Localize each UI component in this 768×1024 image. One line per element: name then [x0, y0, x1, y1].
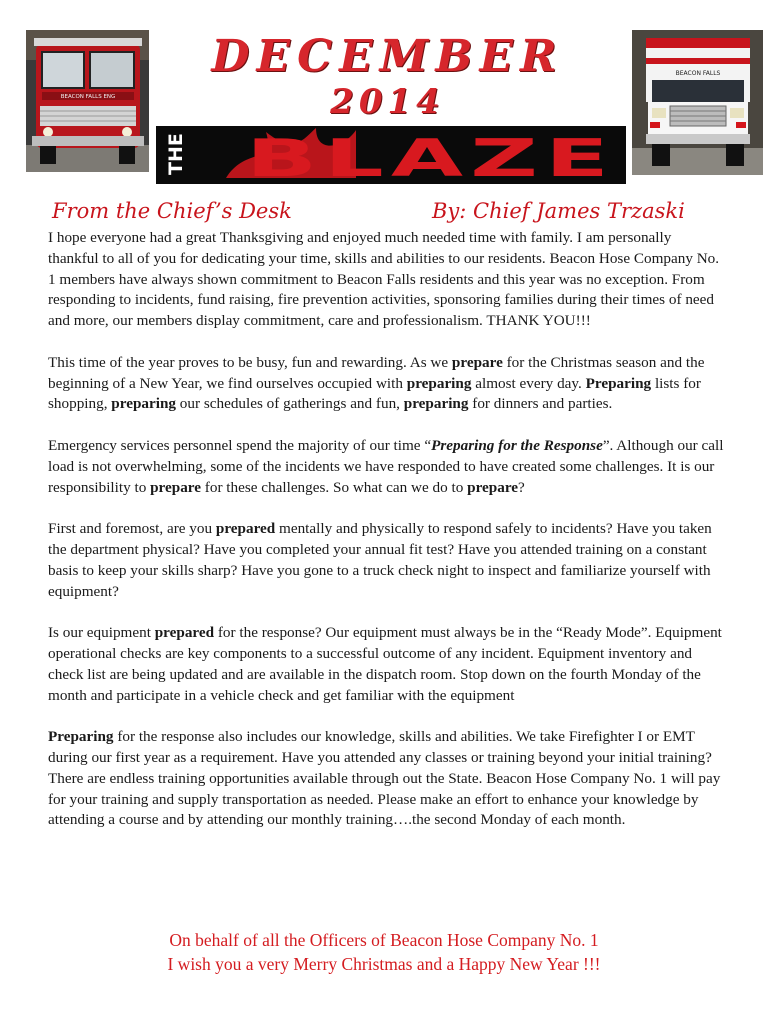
paragraph-busy-season: This time of the year proves to be busy, fun and rewarding. As we prepare for the Christmas season and the beginning of a New Year, we find ourselves occupied with preparing almost every day. Preparing lists for shopping, preparing our schedules of gatherings and fun, preparing for dinners and parties.: [48, 353, 705, 413]
paragraph-personal-readiness: First and foremost, are you prepared mentally and physically to respond safely to incidents? Have you taken the department physical? Have you completed your annual fit test? Have you attended training on a constant basis to keep your skills sharp? Have you gone to a truck check night to inspect and familiarize yourself with equipment?: [48, 520, 712, 600]
paragraph-equipment: Is our equipment prepared for the response? Our equipment must always be in the “Ready Mode”. Equipment operational checks are key components to a successful outcome of any incident. Equipment inventory and check list are being updated and are available in the dispatch room. Stop down on the fourth Monday of the month and participate in a vehicle check and get familiar with the equipment: [48, 624, 722, 704]
closing-line-wishes: I wish you a very Merry Christmas and a Happy New Year !!!: [167, 954, 601, 974]
closing-line-officers: On behalf of all the Officers of Beacon Hose Company No. 1: [169, 930, 599, 950]
paragraph-thanks: I hope everyone had a great Thanksgiving and enjoyed much needed time with family. I am personally thankful to all of you for dedicating your time, skills and abilities to our residents. Beacon Hose Company No. 1 members have always shown commitment to Beacon Falls residents and this year was no exception. From responding to incidents, fund raising, fire prevention activities, sponsoring families during their times of need and more, our members display commitment, care and professionalism. THANK YOU!!!: [48, 229, 720, 330]
ambulance-photo: [632, 30, 763, 175]
newsletter-year: 2014: [330, 82, 445, 122]
article-byline: By: Chief James Trzaski: [432, 199, 685, 223]
ambulance-label-text: BEACON FALLS: [675, 70, 721, 77]
article-title: From the Chief’s Desk: [52, 199, 292, 223]
letter-body: [48, 228, 724, 831]
banner-prefix-text: THE: [165, 133, 187, 175]
paragraph-training: Preparing for the response also includes our knowledge, skills and abilities. We take Firefighter I or EMT during our first year as a requirement. Have you attended any classes or training beyond your initial training? There are endless training opportunities available through out the State. Beacon Hose Company No. 1 will pay for your training and supply transportation as needed. Please make an effort to enhance your knowledge by attending a course and by attending our monthly training….the second Monday of each month.: [48, 728, 721, 829]
closing-greeting: [0, 928, 768, 976]
the-blaze-banner: [156, 126, 626, 184]
engine-label-text: BEACON FALLS ENG: [60, 94, 116, 100]
newsletter-month: DECEMBER: [211, 31, 564, 82]
banner-word-text: BLAZE: [246, 129, 616, 184]
paragraph-emergency-services: Emergency services personnel spend the majority of our time “Preparing for the Response”. Although our call load is not overwhelming, some of the incidents we have responded to have created some challenges. It is our responsibility to prepare for these challenges. So what can we do to prepare?: [48, 436, 724, 496]
fire-engine-photo: [26, 30, 149, 172]
